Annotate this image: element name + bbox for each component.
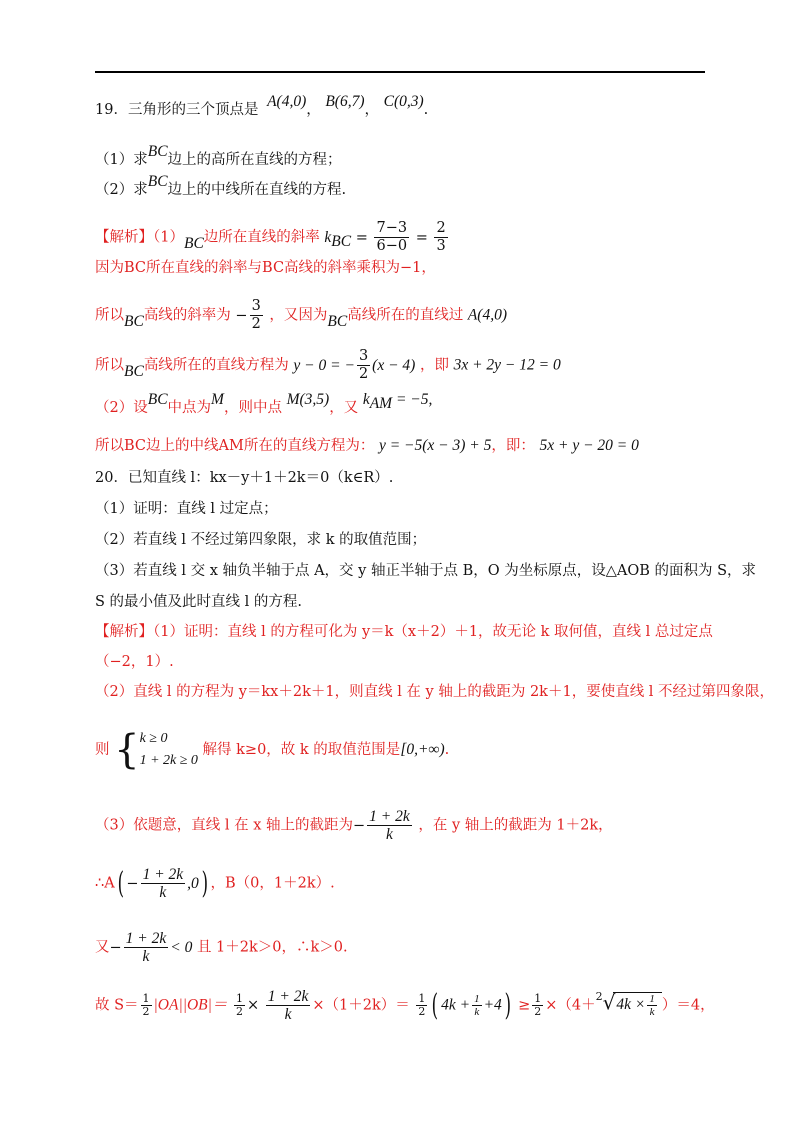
sol20-line1: 【解析】（1）证明：直线 l 的方程可化为 y＝k（x＋2）＋1，故无论 k 取何值，直线 l 总过定点 <box>95 624 713 640</box>
sol19-line1: 【解析】（1）BC边所在直线的斜率 $k_{BC}$ = $\frac{7-3}{6-0}$ = $\frac{2}{3}$ <box>95 220 446 254</box>
q19-sub1: （1）求BC边上的高所在直线的方程； <box>95 143 342 168</box>
sol19-line5: （2）设BC中点为M，则中点 M(3,5)，又 $k_{AM} = -5$, <box>95 391 433 416</box>
sol19-line4: 所以BC高线所在的直线方程为 y − 0 = − $\frac{3}{2}$ (x − 4) ，即 3x + 2y − 12 = 0 <box>95 348 561 382</box>
header-rule <box>95 71 705 73</box>
q20-sub3a: （3）若直线 l 交 x 轴负半轴于点 A，交 y 轴正半轴于点 B，O 为坐标原点，设△AOB 的面积为 S，求 <box>95 563 757 579</box>
sol20-line8: 故 S＝ $\frac{1}{2}$ |OA||OB|＝ $\frac{1}{2}$ × $\frac{1 + 2k}{k}$ ×（1＋2k）＝ $\frac{1}{2}$ ( 4k + $\frac{1}{k}$ +4) ≥ $\frac{1}{2}$ ×（4＋$^2$√4k × $\frac{1}{k}$ ）＝4， <box>95 987 715 1023</box>
q20-stem: 20．已知直线 l：kx－y＋1＋2k＝0（k∈R）. <box>95 470 394 486</box>
sol19-line2: 因为BC所在直线的斜率与BC高线的斜率乘积为−1， <box>95 260 436 276</box>
q19-stem: 19．三角形的三个顶点是 A(4,0)， B(6,7)， C(0,3). <box>95 93 429 118</box>
q20-sub2: （2）若直线 l 不经过第四象限，求 k 的取值范围； <box>95 532 427 548</box>
analysis-tag: 【解析】 <box>95 229 153 246</box>
sqrt-symbol: √ <box>602 990 616 1015</box>
sol20-line5: （3）依题意，直线 l 在 x 轴上的截距为− $\frac{1 + 2k}{k}$ ，在 y 轴上的截距为 1＋2k， <box>95 808 613 843</box>
q20-sub3b: S 的最小值及此时直线 l 的方程. <box>95 594 303 610</box>
sol19-line3: 所以BC高线的斜率为 − $\frac{3}{2}$ ，又因为BC高线所在的直线过 A(4,0) <box>95 298 508 332</box>
sol19-line6: 所以BC边上的中线AM所在的直线方程为： y = −5(x − 3) + 5，即： 5x + y − 20 = 0 <box>95 437 639 454</box>
q20-sub1: （1）证明：直线 l 过定点； <box>95 501 278 517</box>
analysis-tag: 【解析】 <box>95 624 153 640</box>
sol20-line3: （2）直线 l 的方程为 y＝kx＋2k＋1，则直线 l 在 y 轴上的截距为 2k＋1，要使直线 l 不经过第四象限， <box>95 684 775 700</box>
sol20-line4: 则 { k ≥ 0 1 + 2k ≥ 0 解得 k≥0，故 k 的取值范围是[0,+∞). <box>95 727 450 773</box>
sol20-line6: ∴A( − $\frac{1 + 2k}{k}$ ,0) ，B（0，1＋2k）. <box>95 865 335 901</box>
brace-symbol: { <box>114 727 140 773</box>
sol20-line7: 又− $\frac{1 + 2k}{k}$ < 0 且 1＋2k＞0，∴k＞0. <box>95 930 348 965</box>
sol20-line2: （−2，1）. <box>95 654 174 670</box>
q19-sub2: （2）求BC边上的中线所在直线的方程. <box>95 173 347 198</box>
